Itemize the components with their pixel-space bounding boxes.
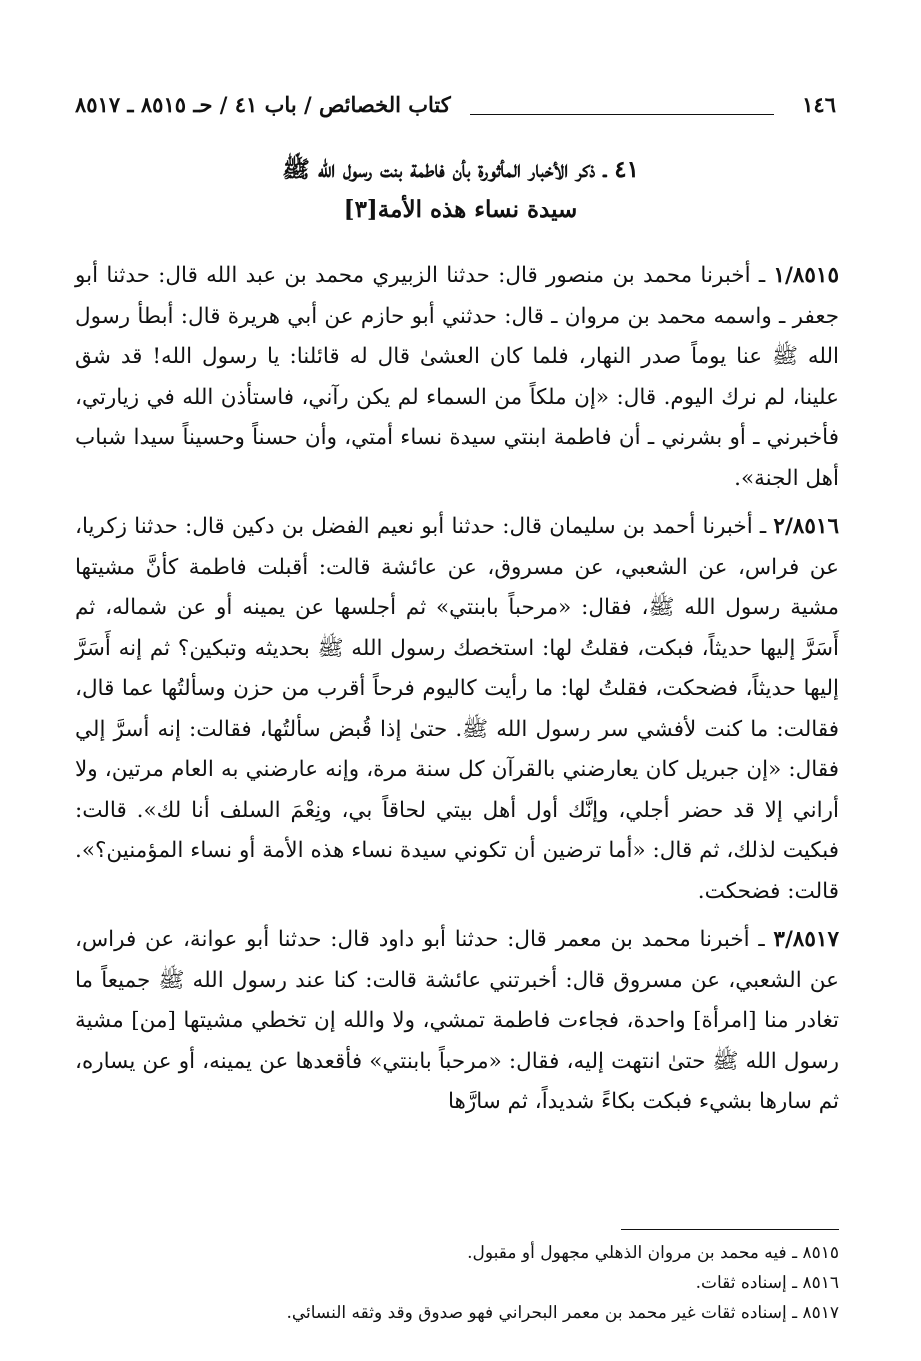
hadith-number: ٢/٨٥١٦ <box>773 514 839 539</box>
footnotes <box>75 1238 839 1328</box>
chapter-heading <box>80 150 841 230</box>
hadith-text: ـ أخبرنا محمد بن معمر قال: حدثنا أبو داود قال: حدثنا أبو عوانة، عن فراس، عن الشعبي، عن مسروق قال: أخبرتني عائشة قالت: كنا عند رسول الله ﷺ جميعاً ما تغادر منا [امرأة] واحدة، فجاءت فاطمة تمشي، ولا والله إن تخطي مشيتها [من] مشية رسول الله ﷺ حتىٰ انتهت إليه، فقال: «مرحباً بابنتي» فأقعدها عن يمينه، أو عن يساره، ثم سارها بشيء فبكت بكاءً شديداً، ثم سارَّها <box>75 927 839 1114</box>
footnote: ٨٥١٧ ـ إسناده ثقات غير محمد بن معمر البحراني فهو صدوق وقد وثقه النسائي. <box>286 1303 839 1323</box>
hadith-text: ـ أخبرنا محمد بن منصور قال: حدثنا الزبيري محمد بن عبد الله قال: حدثنا أبو جعفر ـ واسمه محمد بن مروان ـ قال: حدثني أبو حازم عن أبي هريرة قال: أبطأ رسول الله ﷺ عنا يوماً صدر النهار، فلما كان العشىٰ قال له قائلنا: يا رسول الله! قد شق علينا، لم نرك اليوم. قال: «إن ملكاً من السماء لم يكن رآني، فاستأذن الله في زيارتي، فأخبرني ـ أو بشرني ـ أن فاطمة ابنتي سيدة نساء أمتي، وأن حسناً وحسيناً سيدا شباب أهل الجنة». <box>75 263 839 491</box>
header-rule <box>470 114 774 115</box>
footnote-rule <box>621 1229 839 1230</box>
footnote: ٨٥١٦ ـ إسناده ثقات. <box>695 1273 839 1293</box>
hadith-number: ٣/٨٥١٧ <box>773 927 839 952</box>
running-title: كتاب الخصائص / باب ٤١ / حـ ٨٥١٥ ـ ٨٥١٧ <box>75 92 451 117</box>
running-header <box>75 92 836 122</box>
chapter-title-line-2: سيدة نساء هذه الأمة[٣] <box>343 196 578 223</box>
hadith-text: ـ أخبرنا أحمد بن سليمان قال: حدثنا أبو نعيم الفضل بن دكين قال: حدثنا زكريا، عن فراس، عن الشعبي، عن مسروق، عن عائشة قالت: أقبلت فاطمة كأنَّ مشيتها مشية رسول الله ﷺ، فقال: «مرحباً بابنتي» ثم أجلسها عن يمينه أو عن شماله، ثم أَسَرَّ إليها حديثاً، فبكت، فقلتُ لها: استخصك رسول الله ﷺ بحديثه وتبكين؟ ثم إنه أَسَرَّ إليها حديثاً، فضحكت، فقلتُ لها: ما رأيت كاليوم فرحاً أقرب من حزن وسألتُها عما قال، فقالت: ما كنت لأفشي سر رسول الله ﷺ. حتىٰ إذا قُبض سألتُها، فقالت: إنه أسرَّ إلي فقال: «إن جبريل كان يعارضني بالقرآن كل سنة مرة، وإنه عارضني به العام مرتين، ولا أراني إلا قد حضر أجلي، وإنَّك أول أهل بيتي لحاقاً بي، ونِعْمَ السلف أنا لك». قالت: فبكيت لذلك، ثم قال: «أما ترضين أن تكوني سيدة نساء هذه الأمة أو نساء المؤمنين؟». قالت: فضحكت. <box>75 514 839 904</box>
page-number: ١٤٦ <box>802 92 836 117</box>
footnote: ٨٥١٥ ـ فيه محمد بن مروان الذهلي مجهول أو مقبول. <box>467 1243 839 1263</box>
hadith-number: ١/٨٥١٥ <box>773 263 839 288</box>
hadith-paragraph <box>75 256 839 499</box>
main-text <box>75 256 839 1123</box>
hadith-paragraph <box>75 507 839 912</box>
chapter-title-line-1: ٤١ ـ ذكر الأخبار المأثورة بأن فاطمة بنت رسول الله ﷺ <box>282 156 639 183</box>
hadith-paragraph <box>75 920 839 1123</box>
